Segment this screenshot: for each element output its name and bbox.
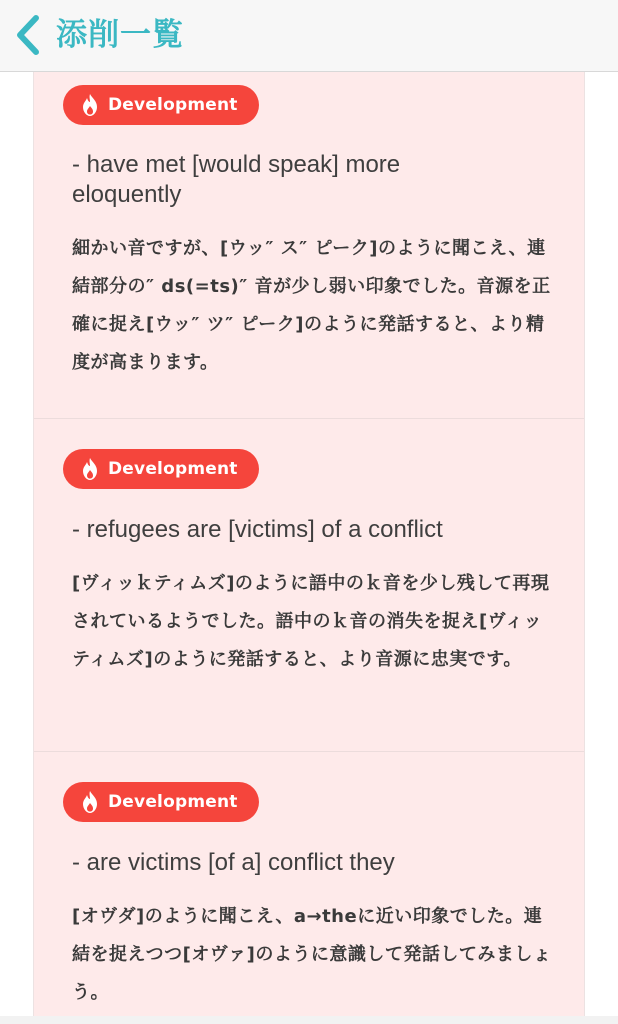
feedback-comment: 細かい音ですが、[ウッ″ ス″ ピーク]のように聞こえ、連結部分の″ ds(=ts)″ 音が少し弱い印象でした。音源を正確に捉え[ウッ″ ツ″ ピーク]のように発話すると、より精度が高まります。 (72, 238, 551, 373)
development-badge (63, 449, 259, 489)
page-title: 添削一覧 (56, 17, 184, 53)
feedback-item (34, 72, 584, 418)
flame-icon (80, 790, 100, 814)
target-phrase: - have met [would speak] more eloquently (72, 151, 401, 208)
target-phrase: - are victims [of a] conflict they (72, 849, 395, 876)
badge-label: Development (108, 95, 238, 115)
feedback-comment: [ヴィッｋティムズ]のように語中のｋ音を少し残して再現されているようでした。語中のｋ音の消失を捉え[ヴィッティムズ]のように発話すると、より音源に忠実です。 (72, 573, 550, 670)
development-badge (63, 782, 259, 822)
feedback-comment: [オヴダ]のように聞こえ、a→theに近い印象でした。連結を捉えつつ[オヴァ]のように意識して発話してみましょう。 (72, 906, 552, 1003)
back-button[interactable] (10, 12, 46, 58)
feedback-item (34, 752, 584, 1016)
bottom-edge (0, 1016, 618, 1024)
flame-icon (80, 457, 100, 481)
badge-label: Development (108, 792, 238, 812)
flame-icon (80, 93, 100, 117)
badge-label: Development (108, 459, 238, 479)
navigation-bar (0, 0, 618, 72)
development-badge (63, 85, 259, 125)
target-phrase: - refugees are [victims] of a conflict (72, 516, 443, 543)
feedback-item (34, 419, 584, 751)
feedback-list[interactable] (33, 72, 585, 1016)
chevron-left-icon (10, 12, 46, 58)
